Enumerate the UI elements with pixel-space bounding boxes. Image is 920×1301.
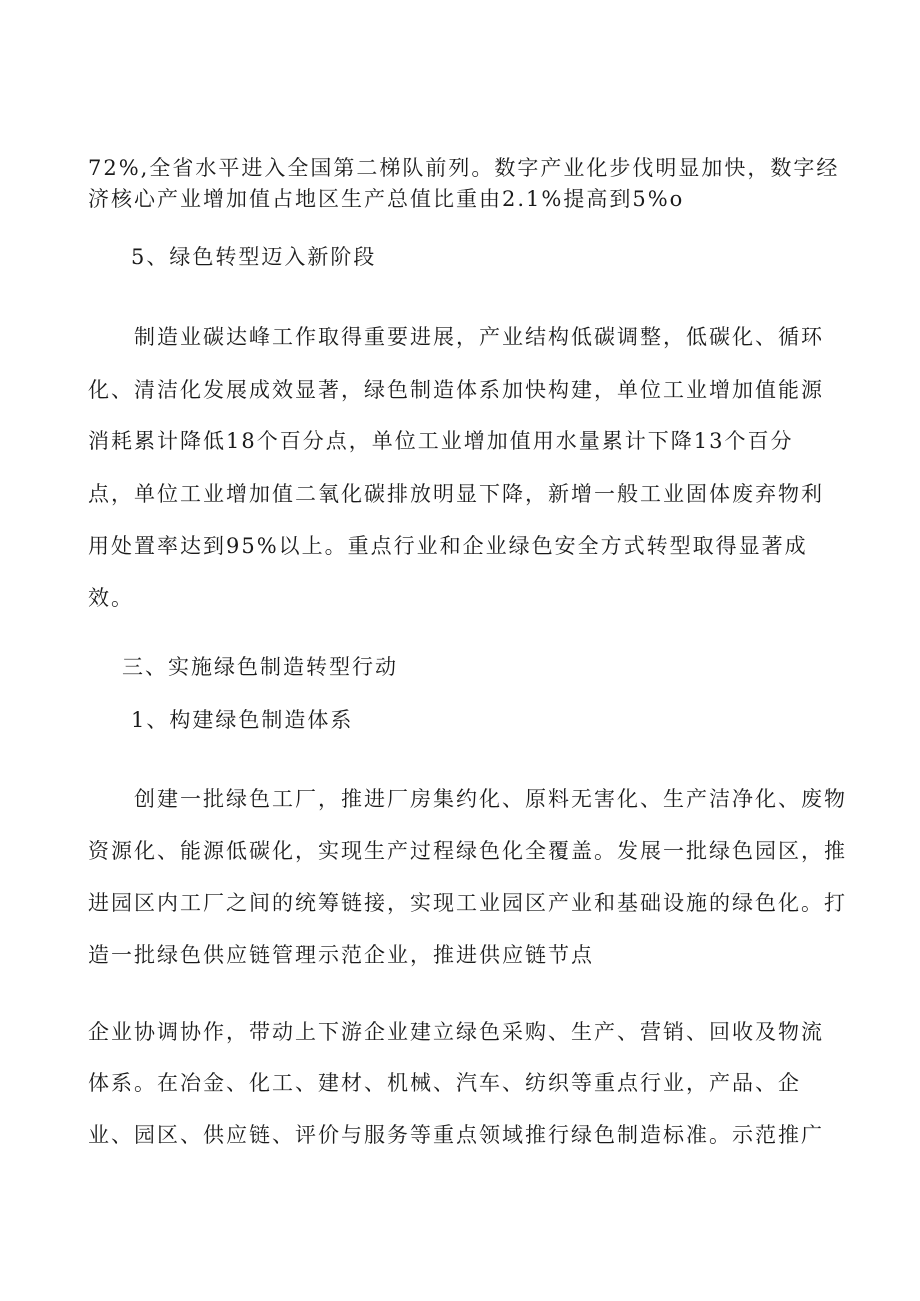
paragraph-2-line-5: 用处置率达到95%以上。重点行业和企业绿色安全方式转型取得显著成 [88,534,808,558]
paragraph-4-line-1: 企业协调协作，带动上下游企业建立绿色采购、生产、营销、回收及物流 [88,1020,824,1044]
paragraph-2-line-4: 点，单位工业增加值二氧化碳排放明显下降，新增一般工业固体废弃物利 [88,482,824,506]
section-3-heading: 三、实施绿色制造转型行动 [122,655,398,679]
paragraph-2-line-6: 效。 [88,586,134,610]
paragraph-3-line-3: 进园区内工厂之间的统筹链接，实现工业园区产业和基础设施的绿色化。打 [88,891,847,915]
paragraph-4-line-3: 业、园区、供应链、评价与服务等重点领域推行绿色制造标准。示范推广 [88,1123,824,1147]
paragraph-2-line-3: 消耗累计降低18个百分点，单位工业增加值用水量累计下降13个百分 [88,429,794,453]
paragraph-3-line-4: 造一批绿色供应链管理示范企业，推进供应链节点 [88,943,594,967]
paragraph-3-line-1: 创建一批绿色工厂，推进厂房集约化、原料无害化、生产洁净化、废物 [134,787,847,811]
paragraph-4-line-2: 体系。在冶金、化工、建材、机械、汽车、纺织等重点行业，产品、企 [88,1071,801,1095]
paragraph-2-line-2: 化、清洁化发展成效显著，绿色制造体系加快构建，单位工业增加值能源 [88,378,824,402]
paragraph-2-line-1: 制造业碳达峰工作取得重要进展，产业结构低碳调整，低碳化、循环 [134,325,824,349]
paragraph-1-line-1: 72%,全省水平进入全国第二梯队前列。数字产业化步伐明显加快，数字经 [88,156,840,180]
heading-1: 1、构建绿色制造体系 [131,708,354,732]
paragraph-3-line-2: 资源化、能源低碳化，实现生产过程绿色化全覆盖。发展一批绿色园区，推 [88,839,847,863]
heading-5: 5、绿色转型迈入新阶段 [131,245,377,269]
paragraph-1-line-2: 济核心产业增加值占地区生产总值比重由2.1%提高到5%o [88,187,685,211]
